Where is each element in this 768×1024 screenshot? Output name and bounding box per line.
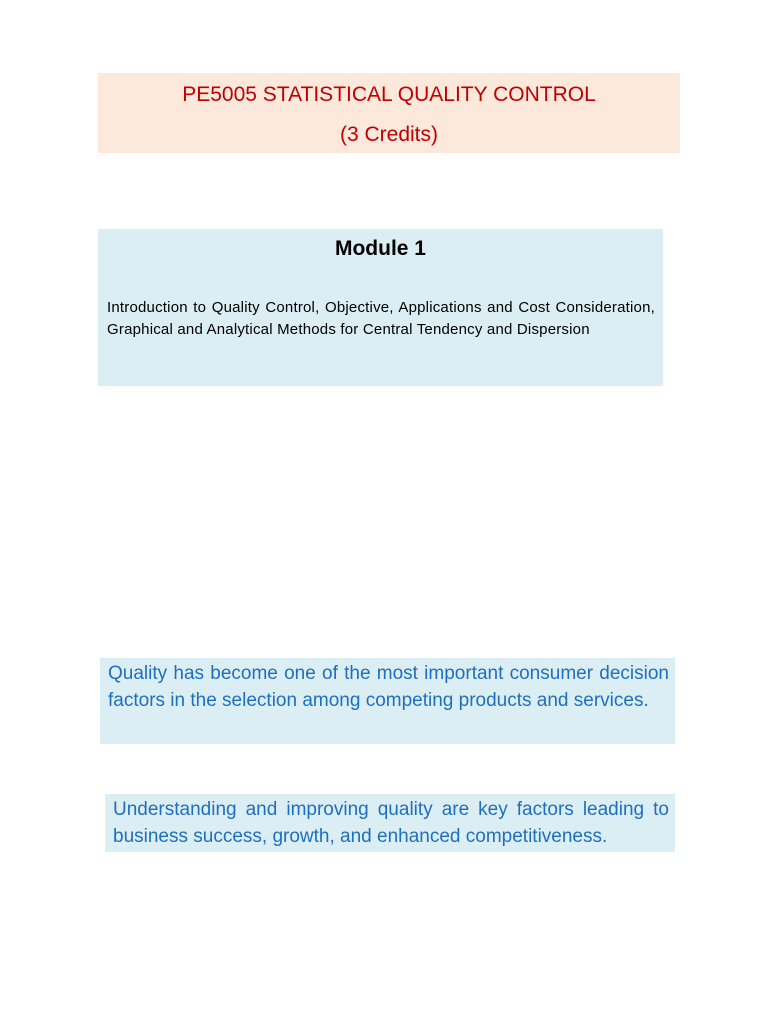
course-credits: (3 Credits) <box>339 123 439 146</box>
module-heading: Module 1 <box>334 237 426 260</box>
course-title-box <box>98 73 680 153</box>
module-box <box>98 229 663 386</box>
module-description: Introduction to Quality Control, Objective, Applications and Cost Consideration, Graphical and Analytical Methods for Central Tendency and Dispersion <box>107 299 655 338</box>
course-title: PE5005 STATISTICAL QUALITY CONTROL <box>182 83 596 106</box>
statement-quality-success: Understanding and improving quality are key factors leading to business success, growth, and enhanced competitiveness. <box>105 794 675 852</box>
statement-quality-importance: Quality has become one of the most important consumer decision factors in the selection among competing products and services. <box>100 658 675 744</box>
